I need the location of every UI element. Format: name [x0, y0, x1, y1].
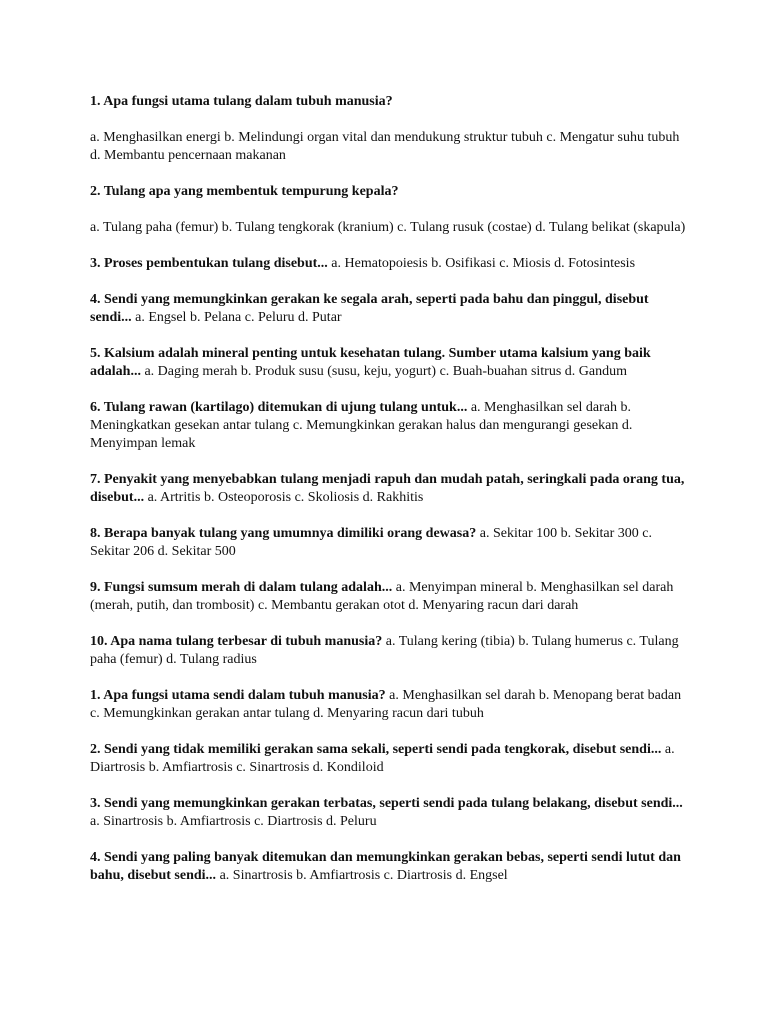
quiz-item — [90, 255, 690, 273]
quiz-item — [90, 183, 690, 237]
answer-options: a. Engsel b. Pelana c. Peluru d. Putar — [131, 310, 342, 325]
answer-options: a. Menghasilkan energi b. Melindungi organ vital dan mendukung struktur tubuh c. Mengatur suhu tubuh d. Membantu pencernaan makanan — [90, 130, 680, 163]
answer-options: a. Menyimpan mineral b. Menghasilkan sel darah (merah, putih, dan trombosit) c. Membantu gerakan otot d. Menyaring racun dari darah — [90, 580, 674, 613]
quiz-item — [90, 345, 690, 381]
quiz-item — [90, 741, 690, 777]
answer-options: a. Artritis b. Osteoporosis c. Skoliosis d. Rakhitis — [144, 490, 424, 505]
question-text: 2. Tulang apa yang membentuk tempurung kepala? — [90, 184, 399, 199]
quiz-item — [90, 687, 690, 723]
question-text: 1. Apa fungsi utama sendi dalam tubuh manusia? — [90, 688, 386, 703]
question-text: 4. Sendi yang memungkinkan gerakan ke segala arah, seperti pada bahu dan pinggul, disebut sendi... — [90, 292, 649, 325]
question-text: 10. Apa nama tulang terbesar di tubuh manusia? — [90, 634, 383, 649]
answer-options: a. Sekitar 100 b. Sekitar 300 c. Sekitar 206 d. Sekitar 500 — [90, 526, 652, 559]
question-text: 3. Proses pembentukan tulang disebut... — [90, 256, 328, 271]
answer-options: a. Menghasilkan sel darah b. Meningkatkan gesekan antar tulang c. Memungkinkan gerakan halus dan mengurangi gesekan d. Menyimpan lemak — [90, 400, 633, 451]
question-text: 2. Sendi yang tidak memiliki gerakan sama sekali, seperti sendi pada tengkorak, disebut sendi... — [90, 742, 662, 757]
quiz-item — [90, 525, 690, 561]
answer-options: a. Hematopoiesis b. Osifikasi c. Miosis d. Fotosintesis — [327, 256, 636, 271]
answer-options: a. Diartrosis b. Amfiartrosis c. Sinartrosis d. Kondiloid — [90, 742, 675, 775]
answer-options: a. Sinartrosis b. Amfiartrosis c. Diartrosis d. Peluru — [90, 814, 377, 829]
question-text: 1. Apa fungsi utama tulang dalam tubuh manusia? — [90, 94, 393, 109]
answer-options: a. Menghasilkan sel darah b. Menopang berat badan c. Memungkinkan gerakan antar tulang d. Menyaring racun dari tubuh — [90, 688, 682, 721]
question-text: 8. Berapa banyak tulang yang umumnya dimiliki orang dewasa? — [90, 526, 477, 541]
quiz-item — [90, 93, 690, 165]
quiz-item — [90, 291, 690, 327]
answer-options: a. Daging merah b. Produk susu (susu, keju, yogurt) c. Buah-buahan sitrus d. Gandum — [140, 364, 628, 379]
quiz-item — [90, 795, 690, 831]
question-text: 6. Tulang rawan (kartilago) ditemukan di ujung tulang untuk... — [90, 400, 468, 415]
answer-options: a. Tulang paha (femur) b. Tulang tengkorak (kranium) c. Tulang rusuk (costae) d. Tulang belikat (skapula) — [90, 220, 686, 235]
quiz-item — [90, 399, 690, 453]
quiz-item — [90, 633, 690, 669]
question-text: 5. Kalsium adalah mineral penting untuk kesehatan tulang. Sumber utama kalsium yang baik adalah... — [90, 346, 651, 379]
question-text: 4. Sendi yang paling banyak ditemukan dan memungkinkan gerakan bebas, seperti sendi lutut dan bahu, disebut sendi... — [90, 850, 681, 883]
answer-options: a. Tulang kering (tibia) b. Tulang humerus c. Tulang paha (femur) d. Tulang radius — [90, 634, 679, 667]
question-text: 7. Penyakit yang menyebabkan tulang menjadi rapuh dan mudah patah, seringkali pada orang tua, disebut... — [90, 472, 685, 505]
quiz-content — [90, 93, 690, 903]
question-text: 9. Fungsi sumsum merah di dalam tulang adalah... — [90, 580, 393, 595]
quiz-item — [90, 471, 690, 507]
question-text: 3. Sendi yang memungkinkan gerakan terbatas, seperti sendi pada tulang belakang, disebut sendi... — [90, 796, 683, 811]
answer-options: a. Sinartrosis b. Amfiartrosis c. Diartrosis d. Engsel — [216, 868, 508, 883]
quiz-item — [90, 579, 690, 615]
quiz-item — [90, 849, 690, 885]
